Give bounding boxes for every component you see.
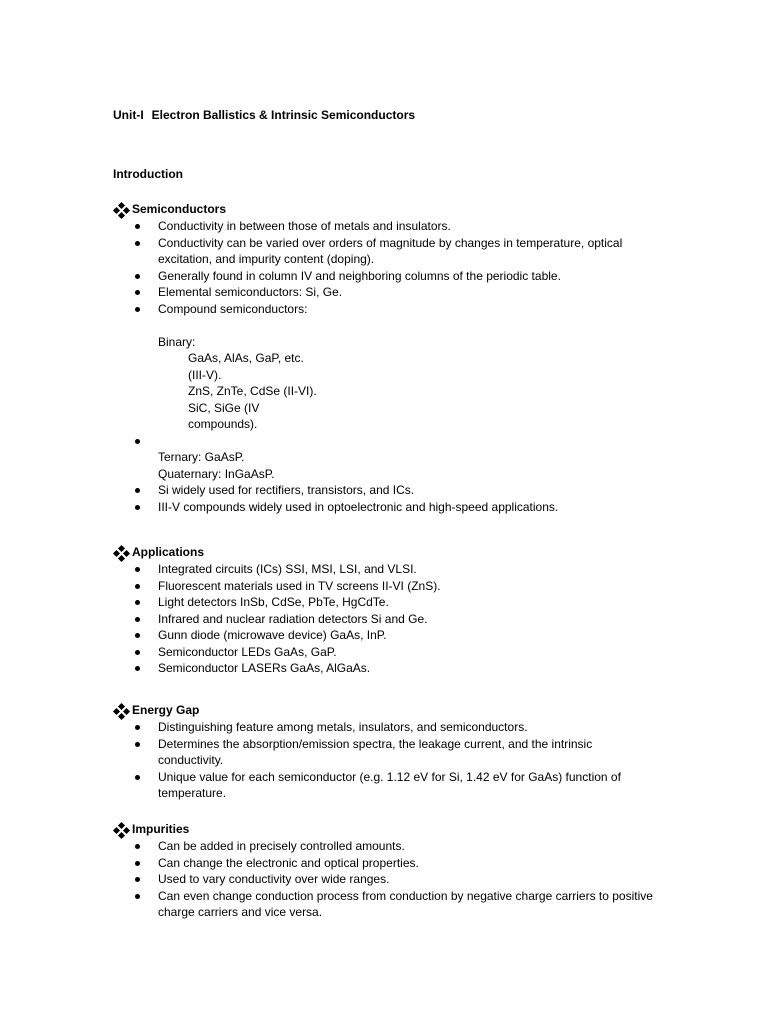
- section-energy-gap: [113, 701, 653, 802]
- list-item: Si widely used for rectifiers, transistors, and ICs.: [113, 482, 653, 499]
- list-item: Integrated circuits (ICs) SSI, MSI, LSI, and VLSI.: [113, 561, 653, 578]
- unit-number: Unit-I: [113, 108, 144, 122]
- list-item: Light detectors InSb, CdSe, PbTe, HgCdTe.: [113, 594, 653, 611]
- list-item: Determines the absorption/emission spectra, the leakage current, and the intrinsic conductivity.: [113, 736, 653, 769]
- list-item: Infrared and nuclear radiation detectors Si and Ge.: [113, 611, 653, 628]
- binary-item: ZnS, ZnTe, CdSe (II-VI).: [188, 384, 317, 398]
- section-semiconductors: [113, 200, 653, 515]
- quaternary-text: Quaternary: InGaAsP.: [158, 466, 275, 481]
- diamond-bullet-icon: [113, 822, 131, 838]
- list-item: Distinguishing feature among metals, insulators, and semiconductors.: [113, 719, 653, 736]
- unit-title: [113, 108, 415, 122]
- binary-item: SiC, SiGe (IV compounds).: [188, 400, 260, 431]
- list-item: Used to vary conductivity over wide ranges.: [113, 871, 653, 888]
- list-item: Semiconductor LEDs GaAs, GaP.: [113, 644, 653, 661]
- list-item: Can be added in precisely controlled amounts.: [113, 838, 653, 855]
- list-item: III-V compounds widely used in optoelectronic and high-speed applications.: [113, 499, 653, 516]
- spacer: [113, 317, 653, 334]
- list-item: Can change the electronic and optical properties.: [113, 855, 653, 872]
- list-item: Elemental semiconductors: Si, Ge.: [113, 284, 653, 301]
- section-heading: Energy Gap: [132, 703, 200, 717]
- bullet-list: [113, 719, 653, 802]
- list-item: Fluorescent materials used in TV screens II-VI (ZnS).: [113, 578, 653, 595]
- list-item: Conductivity in between those of metals and insulators.: [113, 218, 653, 235]
- diamond-bullet-icon: [113, 545, 131, 561]
- section-impurities: [113, 820, 653, 921]
- list-item: Unique value for each semiconductor (e.g. 1.12 eV for Si, 1.42 eV for GaAs) function of temperature.: [113, 769, 653, 802]
- binary-item: GaAs, AlAs, GaP, etc. (III-V).: [188, 351, 304, 382]
- section-heading: Semiconductors: [132, 202, 227, 216]
- diamond-bullet-icon: [113, 703, 131, 719]
- section-heading: Applications: [132, 545, 205, 559]
- list-item: Semiconductor LASERs GaAs, AlGaAs.: [113, 660, 653, 677]
- bullet-list: [113, 561, 653, 677]
- binary-label: Binary:: [158, 334, 196, 349]
- list-item: Gunn diode (microwave device) GaAs, InP.: [113, 627, 653, 644]
- list-item: Can even change conduction process from conduction by negative charge carriers to positive charge carriers and vice versa.: [113, 888, 653, 921]
- list-item: Conductivity can be varied over orders of magnitude by changes in temperature, optical excitation, and impurity content (doping).: [113, 235, 653, 268]
- introduction-heading: Introduction: [113, 167, 183, 181]
- empty-list-item: [113, 433, 653, 450]
- diamond-bullet-icon: [113, 202, 131, 218]
- ternary-text: Ternary: GaAsP.: [158, 450, 245, 464]
- bullet-list: [113, 838, 653, 921]
- list-item: Generally found in column IV and neighboring columns of the periodic table.: [113, 268, 653, 285]
- section-heading: Impurities: [132, 822, 190, 836]
- unit-title-text: Electron Ballistics & Intrinsic Semiconductors: [151, 108, 416, 122]
- list-item: Compound semiconductors:: [113, 301, 653, 318]
- section-applications: [113, 543, 653, 677]
- bullet-list: [113, 218, 653, 515]
